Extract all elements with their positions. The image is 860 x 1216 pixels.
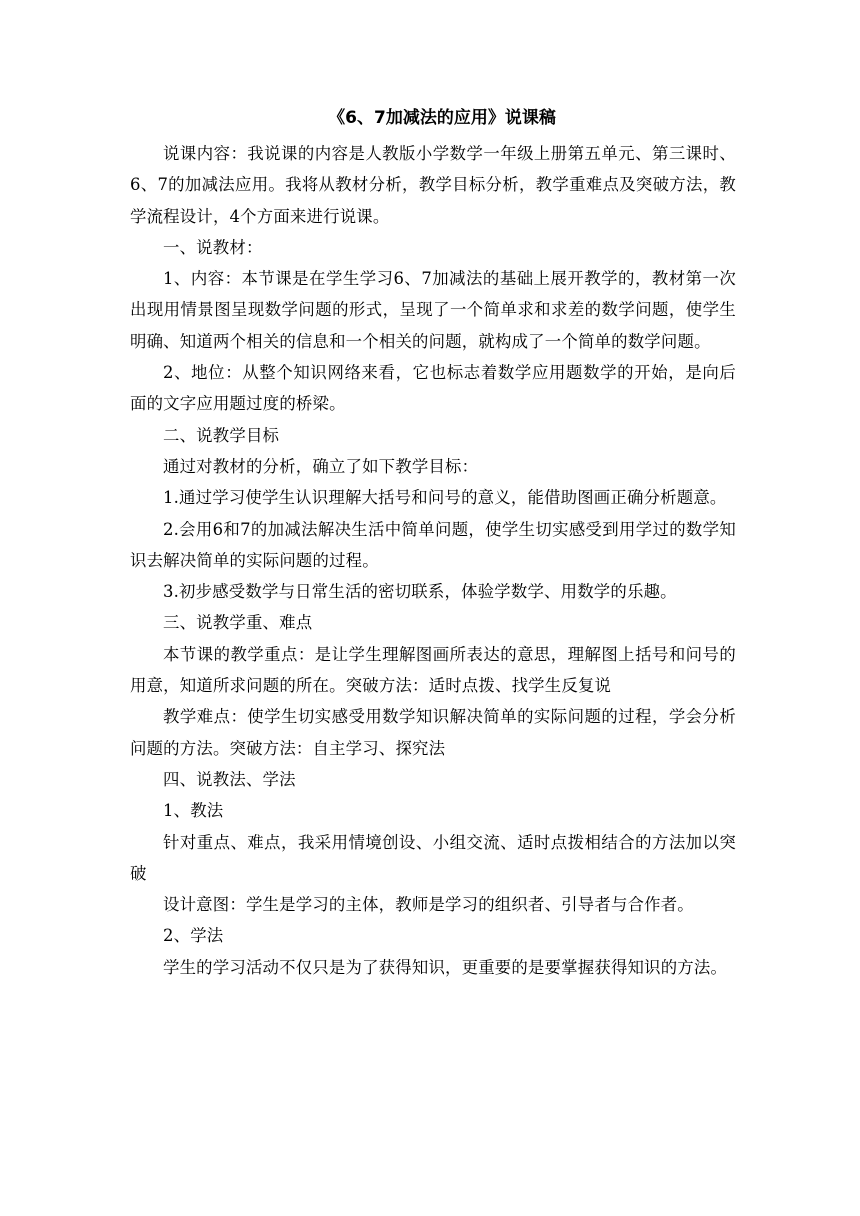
section-heading-methods: 四、说教法、学法 (163, 769, 296, 789)
paragraph-design-intent: 设计意图：学生是学习的主体，教师是学习的组织者、引导者与合作者。 (163, 895, 694, 915)
goal-item-2: 2.会用6和7的加减法解决生活中简单问题，使学生切实感受到用学过的数学知识去解决简单的实际问题的过程。 (130, 519, 736, 570)
section-heading-key-points: 三、说教学重、难点 (163, 613, 313, 633)
subheading-teaching-method: 1、教法 (163, 801, 224, 821)
document-title: 《6、7加减法的应用》说课稿 (328, 108, 556, 128)
goal-item-1: 1.通过学习使学生认识理解大括号和问号的意义，能借助图画正确分析题意。 (163, 488, 727, 508)
paragraph-intro: 说课内容：我说课的内容是人教版小学数学一年级上册第五单元、第三课时、6、7的加减法应用。我将从教材分析，教学目标分析，教学重难点及突破方法，教学流程设计，4个方面来进行说课。 (130, 144, 736, 226)
paragraph-key-point: 本节课的教学重点：是让学生理解图画所表达的意思，理解图上括号和问号的用意，知道所求问题的所在。突破方法：适时点拨、找学生反复说 (130, 644, 736, 696)
paragraph-content: 1、内容：本节课是在学生学习6、7加减法的基础上展开教学的，教材第一次出现用情景图呈现数学问题的形式，呈现了一个简单求和求差的数学问题，使学生明确、知道两个相关的信息和一个相关的问题，就构成了一个简单的数学问题。 (130, 269, 736, 351)
document-page (130, 98, 736, 983)
paragraph-position: 2、地位：从整个知识网络来看，它也标志着数学应用题数学的开始，是向后面的文字应用题过度的桥梁。 (130, 363, 736, 414)
paragraph-teaching-method: 针对重点、难点，我采用情境创设、小组交流、适时点拨相结合的方法加以突破 (130, 832, 736, 883)
goal-item-3: 3.初步感受数学与日常生活的密切联系，体验学数学、用数学的乐趣。 (163, 582, 677, 602)
subheading-learning-method: 2、学法 (163, 926, 224, 946)
section-heading-goals: 二、说教学目标 (163, 425, 280, 445)
paragraph-learning-method: 学生的学习活动不仅只是为了获得知识，更重要的是要掌握获得知识的方法。 (163, 957, 728, 977)
paragraph-goals-intro: 通过对教材的分析，确立了如下教学目标： (163, 456, 479, 476)
section-heading-textbook: 一、说教材： (163, 237, 263, 257)
paragraph-difficulty: 教学难点：使学生切实感受用数学知识解决简单的实际问题的过程，学会分析问题的方法。突破方法：自主学习、探究法 (130, 707, 736, 758)
